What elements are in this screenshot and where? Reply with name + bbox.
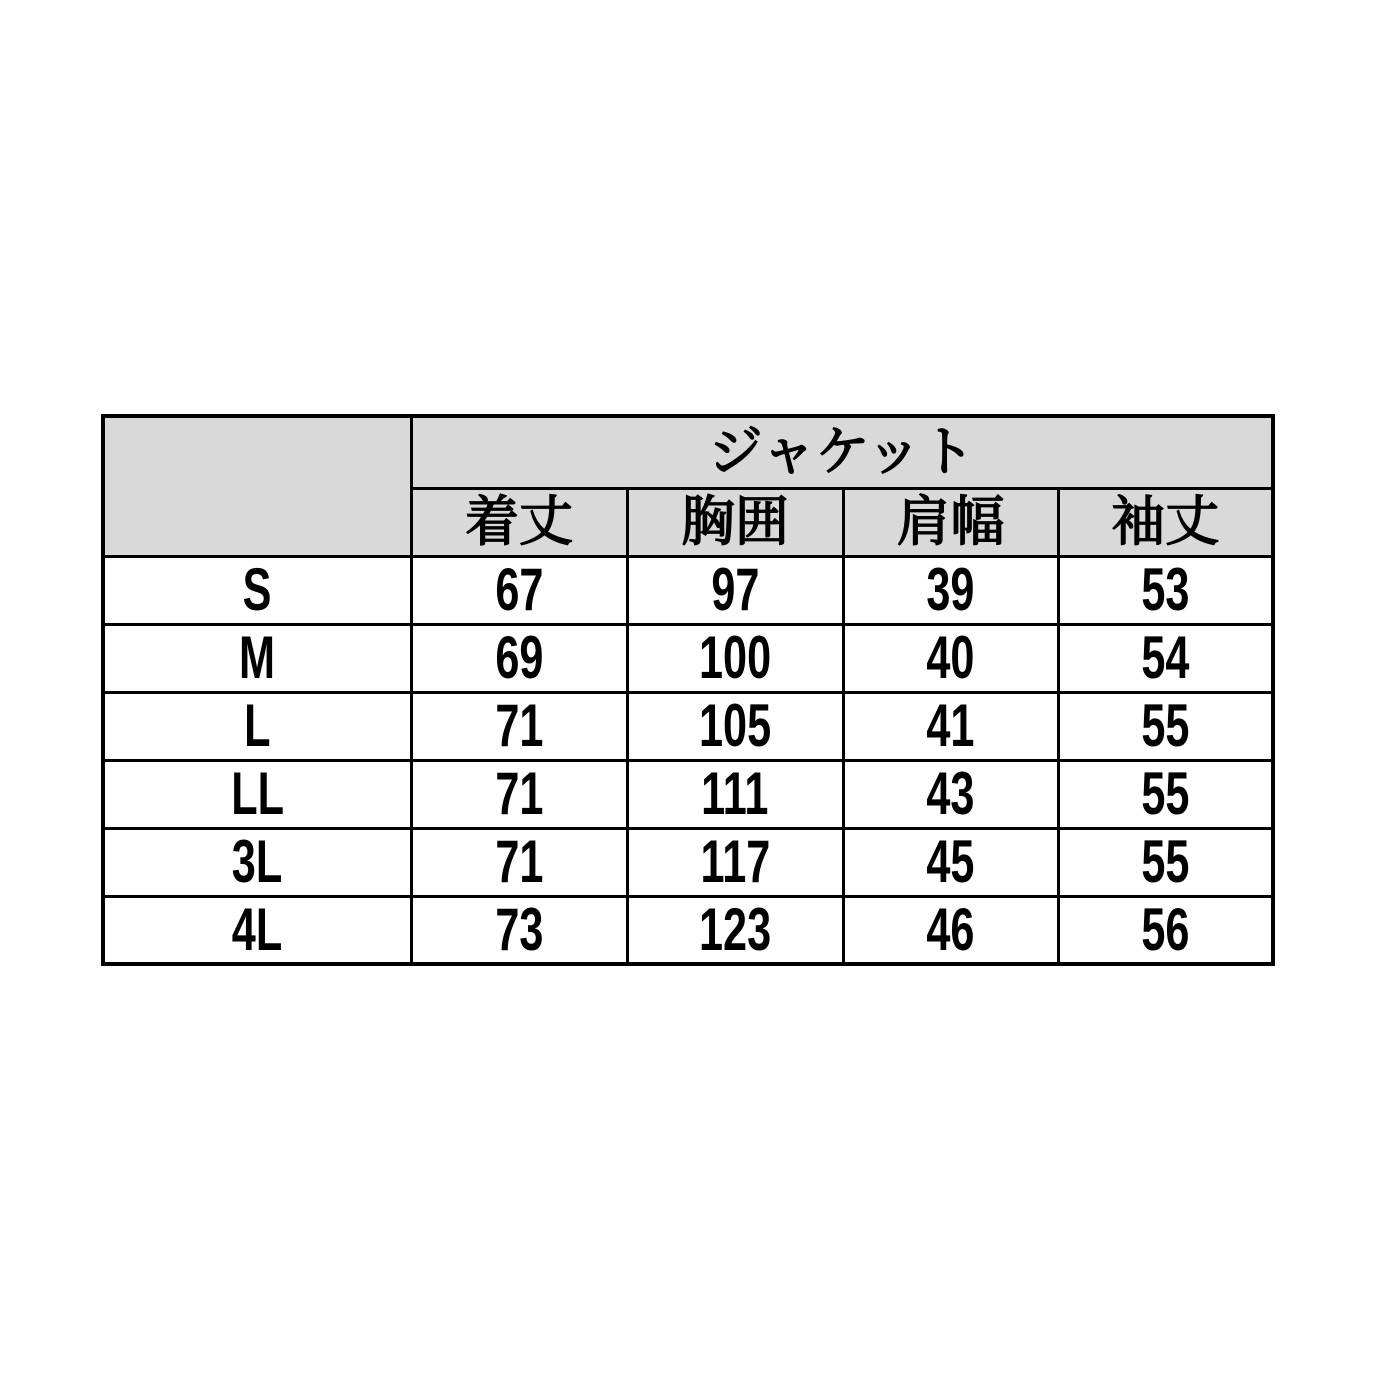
size-label-cell: M — [103, 624, 411, 692]
value-cell: 100 — [627, 624, 843, 692]
value-cell: 67 — [411, 556, 627, 624]
table-row-ll — [103, 760, 1273, 828]
value-cell: 71 — [411, 828, 627, 896]
value-cell: 54 — [1058, 624, 1273, 692]
value-cell: 71 — [411, 692, 627, 760]
value-cell: 97 — [627, 556, 843, 624]
value-cell: 46 — [843, 896, 1058, 964]
value-cell: 55 — [1058, 760, 1273, 828]
value-cell: 45 — [843, 828, 1058, 896]
size-label-cell: LL — [103, 760, 411, 828]
value-cell: 43 — [843, 760, 1058, 828]
column-header-body-length: 着丈 — [411, 488, 627, 556]
value-cell: 41 — [843, 692, 1058, 760]
table-row-3l — [103, 828, 1273, 896]
size-chart-table — [101, 414, 1275, 966]
column-header-sleeve: 袖丈 — [1058, 488, 1273, 556]
size-label-cell: 3L — [103, 828, 411, 896]
table-row-s — [103, 556, 1273, 624]
group-header-cell — [411, 416, 1273, 488]
corner-cell — [103, 416, 411, 556]
group-header-row — [103, 416, 1273, 488]
value-cell: 55 — [1058, 692, 1273, 760]
value-cell: 53 — [1058, 556, 1273, 624]
value-cell: 123 — [627, 896, 843, 964]
value-cell: 39 — [843, 556, 1058, 624]
size-label-cell: L — [103, 692, 411, 760]
size-label-cell: S — [103, 556, 411, 624]
table-row-4l — [103, 896, 1273, 964]
table-row-l — [103, 692, 1273, 760]
column-header-shoulder: 肩幅 — [843, 488, 1058, 556]
value-cell: 71 — [411, 760, 627, 828]
value-cell: 56 — [1058, 896, 1273, 964]
group-header-label: ジャケット — [708, 422, 975, 483]
value-cell: 40 — [843, 624, 1058, 692]
value-cell: 69 — [411, 624, 627, 692]
column-header-chest: 胸囲 — [627, 488, 843, 556]
value-cell: 73 — [411, 896, 627, 964]
value-cell: 105 — [627, 692, 843, 760]
table-row-m — [103, 624, 1273, 692]
size-label-cell: 4L — [103, 896, 411, 964]
value-cell: 117 — [627, 828, 843, 896]
value-cell: 55 — [1058, 828, 1273, 896]
value-cell: 111 — [627, 760, 843, 828]
